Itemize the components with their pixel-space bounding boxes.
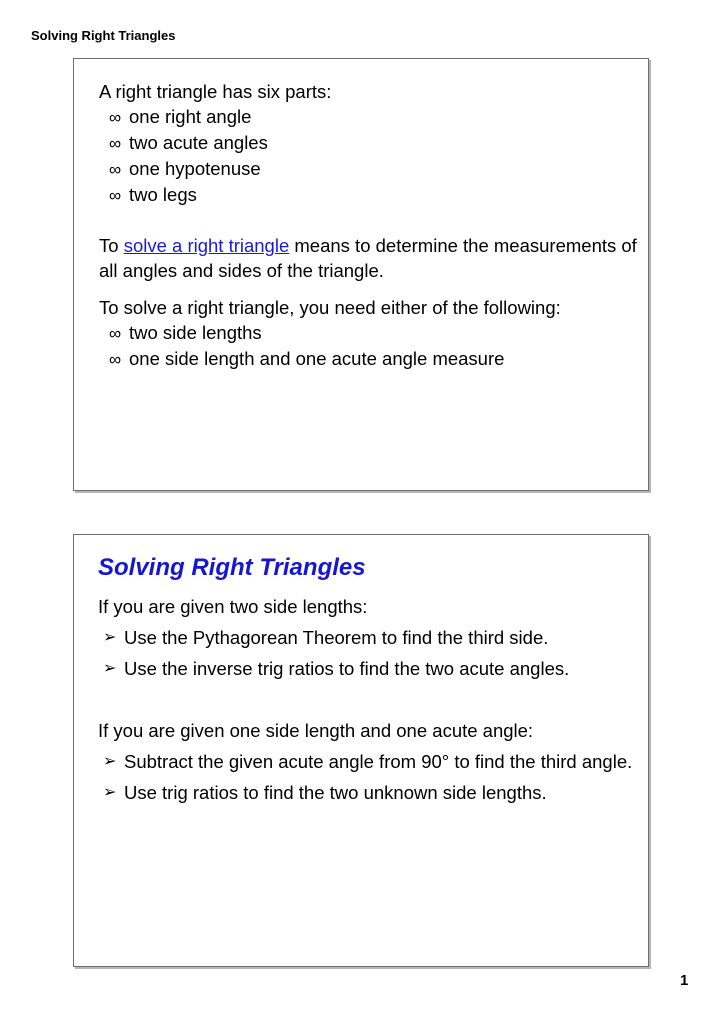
case-2-step: ➢ Subtract the given acute angle from 90° to find the third angle. — [103, 751, 633, 772]
case-1-intro: If you are given two side lengths: — [98, 596, 368, 617]
part-item: ∞ two acute angles — [99, 130, 639, 156]
slide-2 — [73, 534, 649, 967]
infinity-bullet-icon: ∞ — [109, 350, 122, 369]
part-item: ∞ two legs — [99, 182, 639, 208]
need-item: ∞ one side length and one acute angle measure — [99, 346, 639, 372]
infinity-bullet-icon: ∞ — [109, 160, 122, 179]
slide-1-content — [99, 79, 639, 372]
need-item: ∞ two side lengths — [99, 320, 639, 346]
needs-intro: To solve a right triangle, you need either of the following: — [99, 297, 561, 318]
slide-title: Solving Right Triangles — [98, 554, 366, 581]
arrow-bullet-icon: ➢ — [103, 784, 117, 801]
arrow-bullet-icon: ➢ — [103, 753, 117, 770]
infinity-bullet-icon: ∞ — [109, 108, 122, 127]
infinity-bullet-icon: ∞ — [109, 186, 122, 205]
parts-intro: A right triangle has six parts: — [99, 81, 332, 102]
slide-2-content — [98, 553, 638, 805]
case-2-step: ➢ Use trig ratios to find the two unknown side lengths. — [103, 782, 547, 803]
case-2-intro: If you are given one side length and one acute angle: — [98, 720, 534, 741]
arrow-bullet-icon: ➢ — [103, 660, 117, 677]
page-header-title: Solving Right Triangles — [31, 28, 176, 43]
slide-1 — [73, 58, 649, 491]
part-item: ∞ one right angle — [99, 104, 639, 130]
solve-right-triangle-link[interactable]: solve a right triangle — [123, 235, 290, 256]
page-number: 1 — [680, 972, 689, 989]
case-1-step: ➢ Use the inverse trig ratios to find the two acute angles. — [103, 658, 570, 679]
definition-paragraph: To solve a right triangle means to determine the measurements of all angles and sides of the triangle. — [99, 235, 637, 281]
case-1-step: ➢ Use the Pythagorean Theorem to find the third side. — [103, 627, 549, 648]
arrow-bullet-icon: ➢ — [103, 629, 117, 646]
infinity-bullet-icon: ∞ — [109, 324, 122, 343]
infinity-bullet-icon: ∞ — [109, 134, 122, 153]
part-item: ∞ one hypotenuse — [99, 156, 639, 182]
